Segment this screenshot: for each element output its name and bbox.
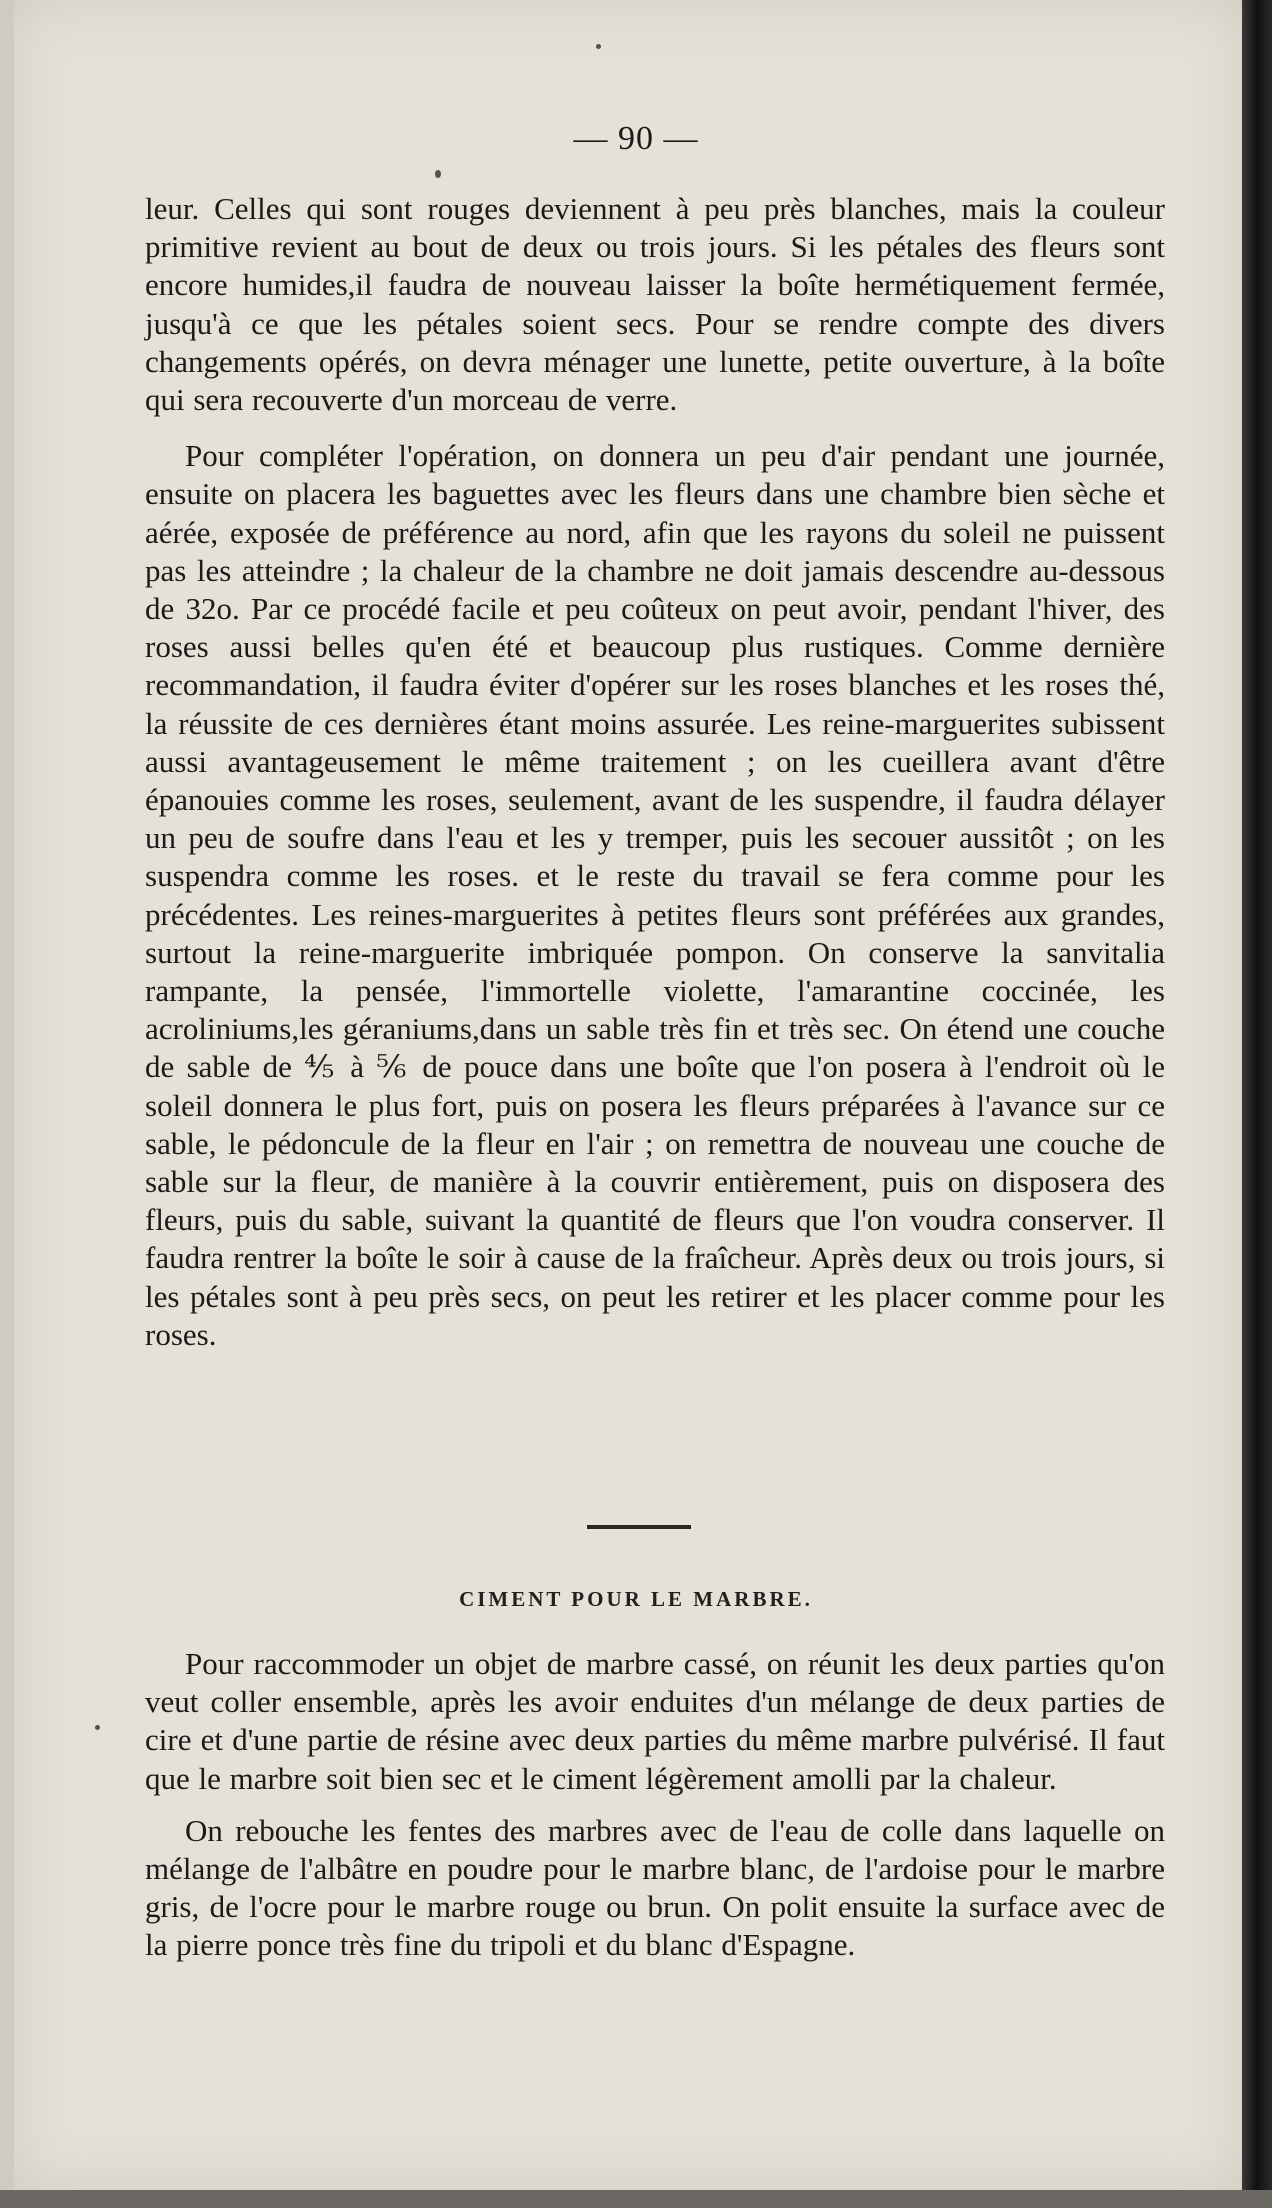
- paragraph: leur. Celles qui sont rouges deviennent à peu près blanches, mais la couleur primitive revient au bout de deux ou trois jours. Si les pétales des fleurs sont encore humides,il faudra de nouveau laisser la boîte hermétiquement fermée, jusqu'à ce que les pétales soient secs. Pour se rendre compte des divers changements opérés, on devra ménager une lunette, petite ouverture, à la boîte qui sera recouverte d'un morceau de verre.: [145, 191, 1165, 418]
- section-body: [145, 1645, 1165, 1965]
- paragraph: On rebouche les fentes des marbres avec de l'eau de colle dans laquelle on mélange de l'albâtre en poudre pour le marbre blanc, de l'ardoise pour le marbre gris, de l'ocre pour le marbre rouge ou brun. On polit ensuite la surface avec de la pierre ponce très fine du tripoli et du blanc d'Espagne.: [145, 1812, 1165, 1963]
- section-divider: [587, 1525, 691, 1529]
- section-title: CIMENT POUR LE MARBRE.: [459, 1587, 813, 1611]
- paper-speck: [435, 170, 441, 178]
- paragraph: Pour compléter l'opération, on donnera un peu d'air pendant une journée, ensuite on placera les baguettes avec les fleurs dans une chambre bien sèche et aérée, exposée de préférence au nord, afin que les rayons du soleil ne puissent pas les atteindre ; la chaleur de la chambre ne doit jamais descendre au-dessous de 32o. Par ce procédé facile et peu coûteux on peut avoir, pendant l'hiver, des roses aussi belles qu'en été et beaucoup plus rustiques. Comme dernière recommandation, il faudra éviter d'opérer sur les roses blanches et les roses thé, la réussite de ces dernières étant moins assurée. Les reine-marguerites subissent aussi avantageusement le même traitement ; on les cueillera avant d'être épanouies comme les roses, seulement, avant de les suspendre, il faudra délayer un peu de soufre dans l'eau et les y tremper, puis les secouer aussitôt ; on les suspendra comme les roses. et le reste du travail se fera comme pour les précédentes. Les reines-marguerites à petites fleurs sont préférées aux grandes, surtout la reine-marguerite imbriquée pompon. On conserve la sanvitalia rampante, la pensée, l'immortelle violette, l'amarantine coccinée, les acroliniums,les géraniums,dans un sable très fin et très sec. On étend une couche de sable de ⅘ à ⅚ de pouce dans une boîte que l'on posera à l'endroit où le soleil donnera le plus fort, puis on posera les fleurs préparées à l'avance sur ce sable, le pédoncule de la fleur en l'air ; on remettra de nouveau une couche de sable sur la fleur, de manière à la couvrir entièrement, puis on disposera des fleurs, puis du sable, suivant la quantité de fleurs que l'on voudra conserver. Il faudra rentrer la boîte le soir à cause de la fraîcheur. Après deux ou trois jours, si les pétales sont à peu près secs, on peut les retirer et les placer comme pour les roses.: [145, 438, 1165, 1352]
- section-body: [145, 190, 1165, 1354]
- page-bottom-edge: [0, 2190, 1272, 2208]
- page-number: — 90 —: [573, 120, 699, 157]
- paragraph: Pour raccommoder un objet de marbre cassé, on réunit les deux parties qu'on veut coller ensemble, après les avoir enduites d'un mélange de deux parties de cire et d'une partie de résine avec deux parties du même marbre pulvérisé. Il faut que le marbre soit bien sec et le ciment légèrement amolli par la chaleur.: [145, 1646, 1165, 1796]
- paper-speck: [596, 44, 601, 49]
- paper-speck: [95, 1725, 100, 1730]
- page-binding-edge: [1242, 0, 1272, 2208]
